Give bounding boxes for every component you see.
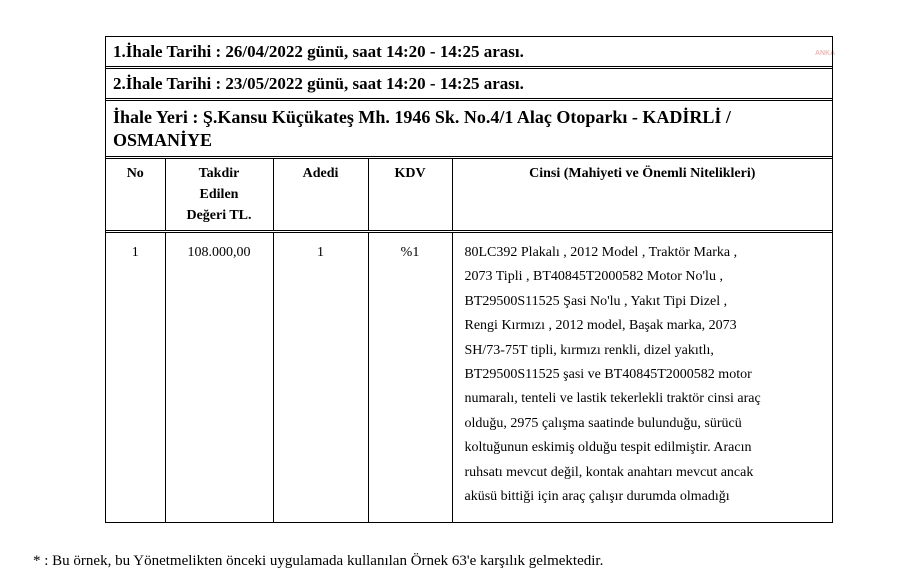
table-header-row <box>106 159 832 232</box>
description-line: numaralı, tenteli ve lastik tekerlekli traktör cinsi araç <box>464 391 761 407</box>
items-table <box>106 159 832 522</box>
col-header-count: Adedi <box>273 159 368 232</box>
description-line: 80LC392 Plakalı , 2012 Model , Traktör Marka , <box>464 245 738 260</box>
col-header-value <box>165 159 273 232</box>
col-header-kdv: KDV <box>368 159 452 232</box>
second-auction-date: 2.İhale Tarihi : 23/05/2022 günü, saat 14:20 - 14:25 arası. <box>106 69 832 101</box>
watermark-text: ANKA <box>815 50 836 57</box>
col-header-no: No <box>106 159 165 232</box>
cell-kdv: %1 <box>368 232 452 522</box>
description-line: aküsü bittiği için araç çalışır durumda olmadığı <box>464 489 730 505</box>
col-header-value-line1: Takdir <box>198 166 240 181</box>
description-line: SH/73-75T tipli, kırmızı renkli, dizel yakıtlı, <box>464 342 714 358</box>
auction-place <box>106 101 832 159</box>
cell-value: 108.000,00 <box>165 232 273 522</box>
description-line: BT29500S11525 Şasi No'lu , Yakıt Tipi Dizel , <box>464 293 728 309</box>
auction-place-line1: İhale Yeri : Ş.Kansu Küçükateş Mh. 1946 Sk. No.4/1 Alaç Otoparkı - KADİRLİ / <box>113 107 731 127</box>
description-line: Rengi Kırmızı , 2012 model, Başak marka, 2073 <box>464 318 737 334</box>
col-header-value-line2: Edilen <box>199 187 239 202</box>
description-line: ruhsatı mevcut değil, kontak anahtarı mevcut ancak <box>464 464 754 480</box>
table-row <box>106 232 832 522</box>
footnote: * : Bu örnek, bu Yönetmelikten önceki uygulamada kullanılan Örnek 63'e karşılık gelmektedir. <box>33 553 604 569</box>
description-line: olduğu, 2975 çalışma saatinde bulunduğu, sürücü <box>464 415 742 431</box>
auction-place-line2: OSMANİYE <box>113 130 213 150</box>
col-header-value-line3: Değeri TL. <box>186 208 252 223</box>
first-auction-date: 1.İhale Tarihi : 26/04/2022 günü, saat 14:20 - 14:25 arası. <box>106 37 832 69</box>
description-line: koltuğunun eskimiş olduğu tespit edilmiştir. Aracın <box>464 440 752 456</box>
auction-document <box>105 36 836 523</box>
description-line: 2073 Tipli , BT40845T2000582 Motor No'lu , <box>464 269 723 285</box>
cell-no: 1 <box>106 232 165 522</box>
cell-count: 1 <box>273 232 368 522</box>
col-header-description: Cinsi (Mahiyeti ve Önemli Nitelikleri) <box>452 159 832 232</box>
cell-description <box>452 232 832 522</box>
description-line: BT29500S11525 şasi ve BT40845T2000582 motor <box>464 367 752 383</box>
